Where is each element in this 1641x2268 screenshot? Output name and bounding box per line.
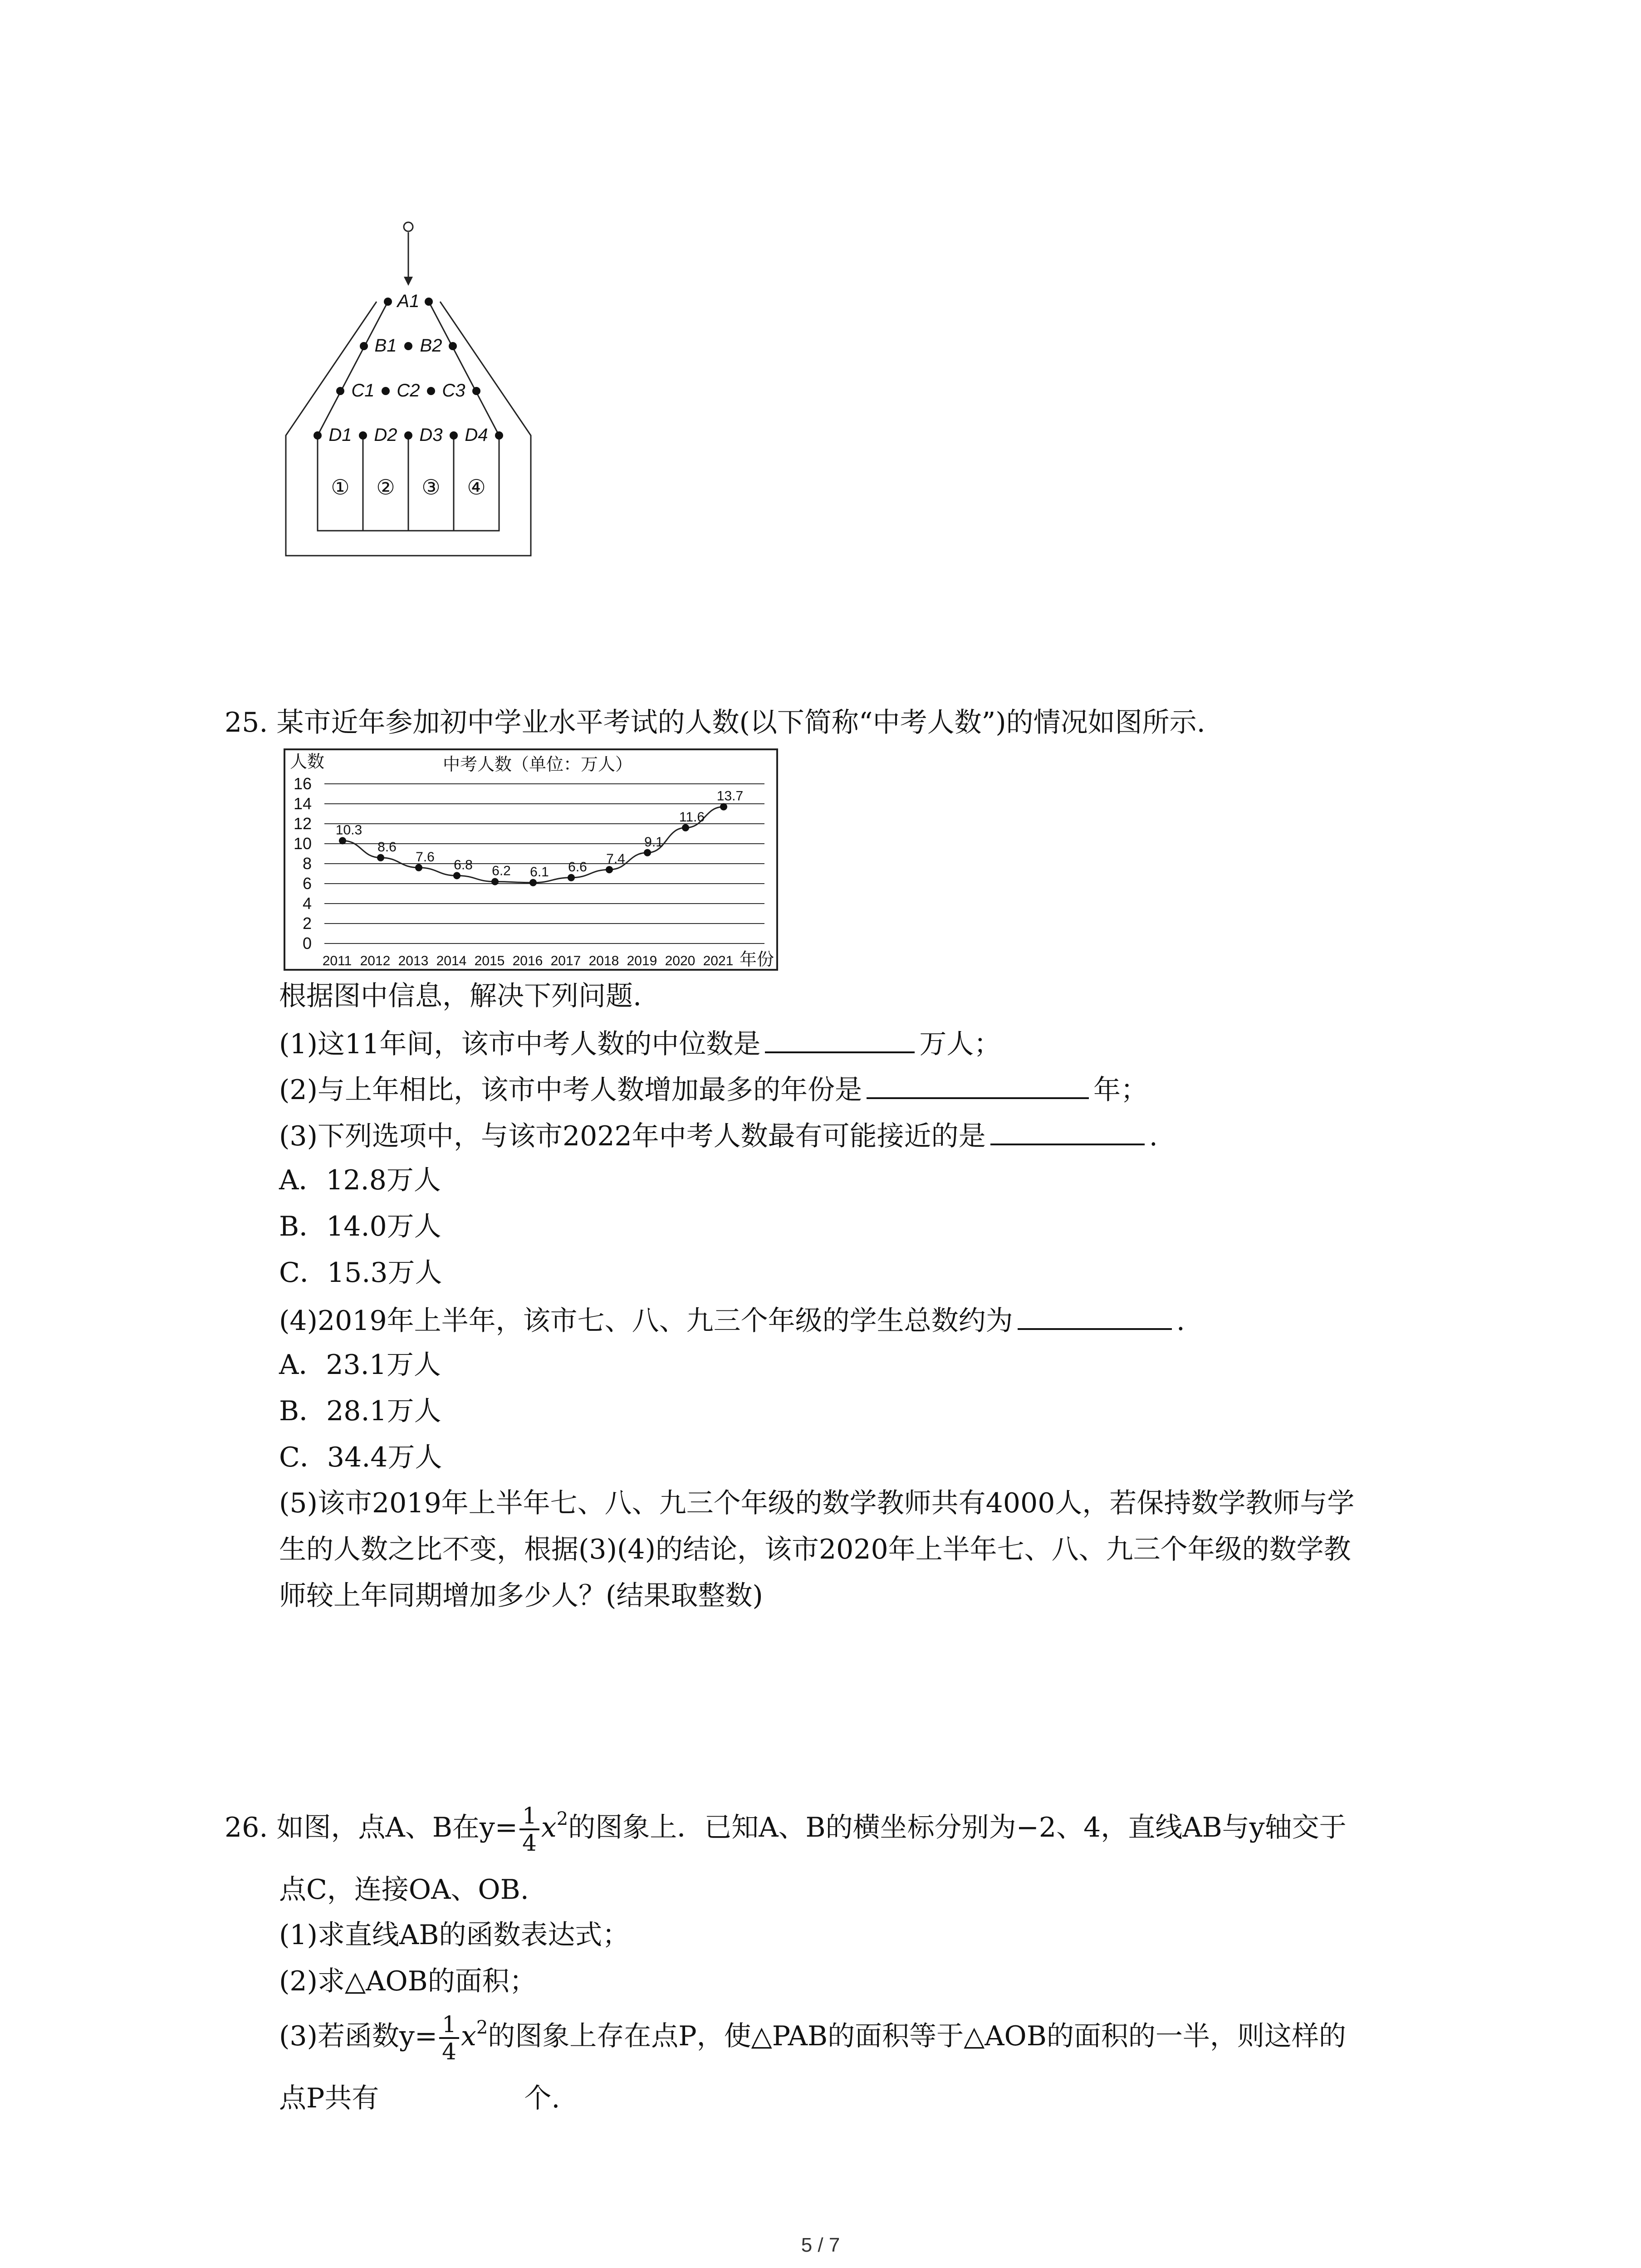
chart-data-point bbox=[682, 824, 689, 831]
q26-line1-text-c: 的图象上．已知A、B的横坐标分别为−2、4，直线AB与y轴交于 bbox=[568, 1812, 1347, 1843]
q25-part4-option-c[interactable]: C．34.4万人 bbox=[279, 1442, 442, 1473]
q26-part3-fraction-numerator: 1 bbox=[439, 2012, 459, 2039]
peg-label-d1: D1 bbox=[328, 425, 352, 445]
chart-x-tick-label: 2013 bbox=[398, 953, 429, 968]
q25-part4 bbox=[279, 1303, 1185, 1337]
peg-label-d4: D4 bbox=[465, 425, 488, 445]
chart-x-tick-label: 2018 bbox=[588, 953, 619, 968]
exam-count-line-chart bbox=[284, 748, 778, 971]
q25-part3-option-b[interactable]: B．14.0万人 bbox=[279, 1211, 441, 1242]
chart-data-point bbox=[415, 864, 422, 871]
peg-label-d3: D3 bbox=[419, 425, 443, 445]
q26-part3-text-e: 个. bbox=[524, 2082, 560, 2114]
chart-x-tick-label: 2011 bbox=[322, 953, 352, 968]
chart-x-tick-label: 2017 bbox=[550, 953, 581, 968]
q26-fraction-denominator: 4 bbox=[522, 1830, 537, 1857]
chart-data-label: 8.6 bbox=[377, 839, 397, 855]
chart-y-tick-label: 16 bbox=[293, 774, 312, 793]
chart-y-tick-label: 8 bbox=[302, 854, 312, 873]
peg-label-b1: B1 bbox=[374, 336, 397, 356]
chart-data-label: 6.1 bbox=[530, 864, 549, 880]
chart-x-tick-label: 2016 bbox=[512, 953, 543, 968]
q26-line2: 点C，连接OA、OB. bbox=[279, 1874, 529, 1906]
chart-data-point bbox=[606, 866, 613, 873]
q26-part3-line2 bbox=[279, 2082, 560, 2115]
q26-part3-text-c: 的图象上存在点P，使△PAB的面积等于△AOB的面积的一半，则这样的 bbox=[488, 2020, 1346, 2052]
q25-part1 bbox=[279, 1026, 1001, 1061]
q25-part5-line3: 师较上年同期增加多少人？(结果取整数) bbox=[279, 1580, 763, 1612]
q26-part3-exponent: 2 bbox=[476, 2017, 488, 2038]
q25-part5-line1: (5)该市2019年上半年七、八、九三个年级的数学教师共有4000人，若保持数学教师与学 bbox=[279, 1487, 1355, 1519]
chart-y-tick-label: 2 bbox=[302, 914, 312, 933]
chart-x-tick-label: 2021 bbox=[703, 953, 734, 968]
q25-part3 bbox=[279, 1118, 1158, 1153]
q25-part3-text: (3)下列选项中，与该市2022年中考人数最有可能接近的是 bbox=[279, 1120, 986, 1152]
bin-label-3: ③ bbox=[421, 475, 441, 499]
chart-y-tick-label: 6 bbox=[302, 874, 312, 893]
q25-part3-option-c[interactable]: C．15.3万人 bbox=[279, 1257, 442, 1289]
chart-ylabel: 人数 bbox=[290, 753, 325, 772]
chart-data-label: 6.6 bbox=[568, 859, 587, 875]
chart-data-point bbox=[644, 849, 651, 856]
chart-y-tick-label: 12 bbox=[293, 814, 312, 833]
q25-part4-text: (4)2019年上半年，该市七、八、九三个年级的学生总数约为 bbox=[279, 1305, 1013, 1337]
q25-part5-line2: 生的人数之比不变，根据(3)(4)的结论，该市2020年上半年七、八、九三个年级的数学教 bbox=[279, 1534, 1351, 1565]
bin-label-1: ① bbox=[331, 475, 350, 499]
q25-part4-end: . bbox=[1176, 1305, 1185, 1337]
chart-x-tick-label: 2019 bbox=[627, 953, 657, 968]
chart-data-point bbox=[720, 803, 727, 811]
chart-data-point bbox=[529, 879, 537, 886]
galton-board-figure bbox=[272, 213, 554, 567]
chart-x-tick-label: 2012 bbox=[360, 953, 391, 968]
q26-part2: (2)求△AOB的面积； bbox=[279, 1965, 537, 1997]
q25-part1-answer-blank[interactable] bbox=[765, 1026, 915, 1053]
peg-label-d2: D2 bbox=[374, 425, 397, 445]
chart-data-label: 7.4 bbox=[606, 851, 625, 867]
peg-label-c1: C1 bbox=[351, 381, 375, 401]
q26-part3-text-d: 点P共有 bbox=[279, 2082, 379, 2114]
chart-data-label: 9.1 bbox=[644, 834, 663, 850]
q26-line1-text-a: 26. 如图，点A、B在y= bbox=[225, 1812, 518, 1843]
chart-data-point bbox=[377, 854, 384, 861]
peg-label-c3: C3 bbox=[442, 381, 465, 401]
chart-y-tick-label: 10 bbox=[293, 834, 312, 853]
peg-label-a1: A1 bbox=[397, 291, 420, 311]
q25-part1-unit: 万人； bbox=[919, 1028, 1001, 1060]
chart-y-tick-label: 4 bbox=[302, 894, 312, 913]
q25-part2 bbox=[279, 1072, 1148, 1106]
q25-part3-option-a[interactable]: A．12.8万人 bbox=[279, 1164, 441, 1196]
q25-part2-unit: 年； bbox=[1093, 1074, 1148, 1106]
chart-data-point bbox=[453, 872, 460, 879]
page-number: 5 / 7 bbox=[801, 2234, 840, 2256]
chart-y-tick-label: 14 bbox=[293, 794, 312, 813]
chart-data-label: 7.6 bbox=[416, 849, 435, 865]
q26-part3-var: x bbox=[460, 2020, 476, 2052]
chart-x-tick-label: 2015 bbox=[474, 953, 505, 968]
q26-line1-exponent: 2 bbox=[556, 1809, 568, 1829]
chart-data-label: 13.7 bbox=[716, 788, 744, 804]
q25-part4-answer-blank[interactable] bbox=[1018, 1303, 1172, 1330]
chart-y-tick-label: 0 bbox=[302, 934, 312, 953]
q25-part1-text: (1)这11年间，该市中考人数的中位数是 bbox=[279, 1028, 761, 1060]
q26-part1: (1)求直线AB的函数表达式； bbox=[279, 1919, 630, 1951]
q25-part4-option-b[interactable]: B．28.1万人 bbox=[279, 1395, 441, 1427]
peg-label-c2: C2 bbox=[397, 381, 420, 401]
q25-intro: 根据图中信息，解决下列问题. bbox=[279, 980, 642, 1012]
bin-label-2: ② bbox=[376, 475, 395, 499]
q26-part3-fraction bbox=[439, 2012, 459, 2064]
chart-data-point bbox=[568, 874, 575, 881]
q26-part3-line1 bbox=[279, 2005, 1346, 2064]
peg-label-b2: B2 bbox=[420, 336, 442, 356]
q25-part3-answer-blank[interactable] bbox=[990, 1118, 1145, 1145]
chart-data-label: 6.2 bbox=[492, 863, 511, 879]
chart-xlabel: 年份 bbox=[740, 950, 774, 969]
chart-data-label: 11.6 bbox=[679, 809, 705, 825]
chart-data-label: 10.3 bbox=[335, 822, 362, 838]
chart-data-label: 6.8 bbox=[454, 857, 473, 873]
q26-part3-text-a: (3)若函数y= bbox=[279, 2020, 438, 2052]
chart-data-point bbox=[339, 837, 346, 844]
q26-line1 bbox=[225, 1796, 1347, 1856]
q25-stem: 25. 某市近年参加初中学业水平考试的人数(以下简称“中考人数”)的情况如图所示. bbox=[225, 707, 1205, 738]
q25-part4-option-a[interactable]: A．23.1万人 bbox=[279, 1349, 441, 1381]
q25-part2-text: (2)与上年相比，该市中考人数增加最多的年份是 bbox=[279, 1074, 862, 1106]
bin-label-4: ④ bbox=[467, 475, 486, 499]
chart-title: 中考人数（单位：万人） bbox=[442, 755, 633, 774]
q26-fraction-numerator: 1 bbox=[519, 1803, 539, 1830]
q26-part3-fraction-denominator: 4 bbox=[442, 2038, 456, 2065]
chart-x-tick-label: 2020 bbox=[665, 953, 696, 968]
q25-part3-end: . bbox=[1149, 1120, 1158, 1152]
chart-x-tick-label: 2014 bbox=[436, 953, 467, 968]
q25-part2-answer-blank[interactable] bbox=[867, 1072, 1089, 1099]
q26-line1-var: x bbox=[541, 1812, 557, 1843]
chart-data-point bbox=[491, 878, 499, 885]
q26-fraction bbox=[519, 1803, 539, 1856]
